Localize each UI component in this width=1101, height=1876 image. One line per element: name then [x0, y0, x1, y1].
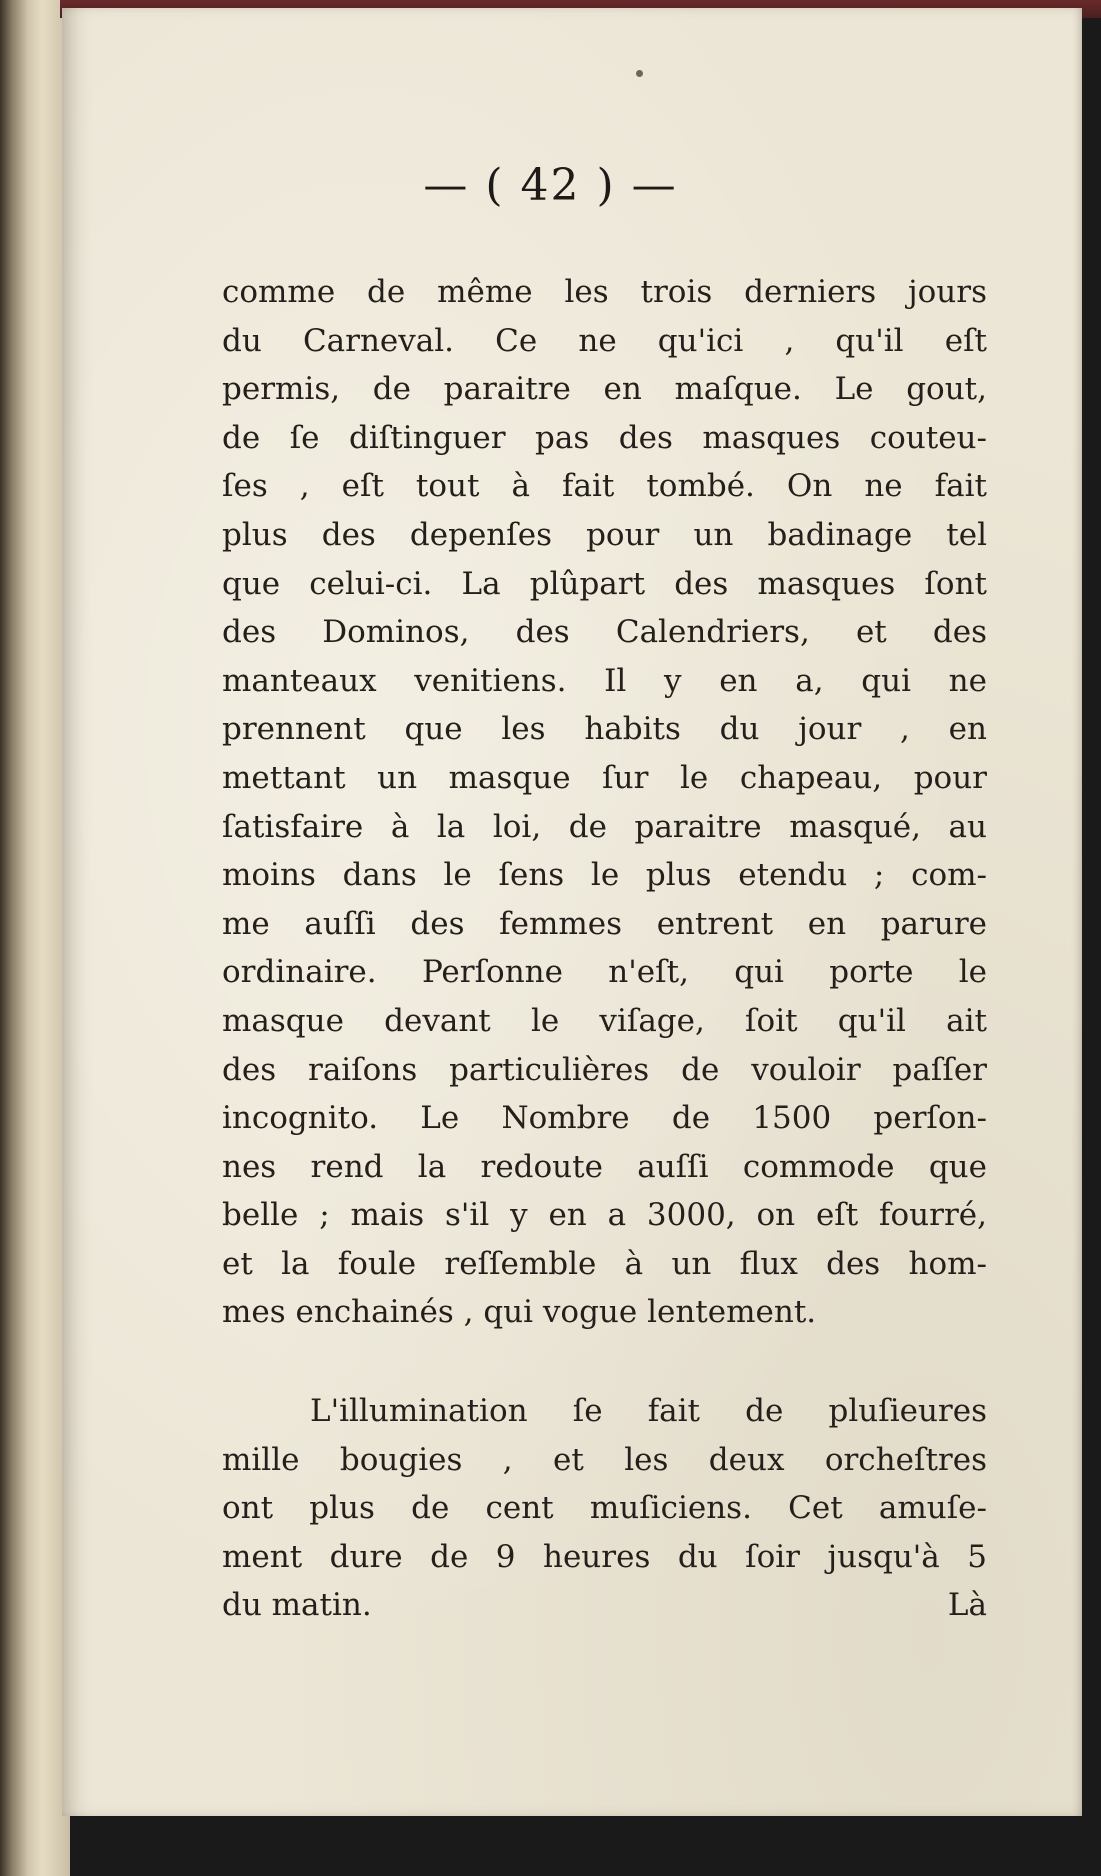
text-line: belle ; mais s'il y en a 3000, on eſt fourré,: [222, 1197, 987, 1234]
text-line-end: du matin.: [222, 1587, 372, 1624]
text-line: des raiſons particulières de vouloir paſſer: [222, 1051, 987, 1088]
page-text-block: [222, 268, 987, 1630]
text-line: ſatisfaire à la loi, de paraitre masqué, au: [222, 808, 987, 845]
text-line: nes rend la redoute auſſi commode que: [222, 1148, 987, 1185]
text-line: des Dominos, des Calendriers, et des: [222, 614, 987, 651]
text-line: ordinaire. Perſonne n'eſt, qui porte le: [222, 954, 987, 991]
text-line: moins dans le ſens le plus etendu ; com-: [222, 857, 987, 894]
ink-speck: [636, 70, 643, 77]
paragraph-1: [222, 268, 987, 1337]
paragraph-2: [222, 1387, 987, 1630]
text-line: que celui-ci. La plûpart des masques ſont: [222, 565, 987, 602]
text-line: comme de même les trois derniers jours: [222, 274, 987, 310]
text-line: manteaux venitiens. Il y en a, qui ne: [222, 662, 987, 699]
text-line: masque devant le viſage, ſoit qu'il ait: [222, 1002, 987, 1039]
final-line: [222, 1581, 987, 1630]
text-line: et la foule reſſemble à un flux des hom-: [222, 1245, 987, 1282]
text-line: L'illumination ſe fait de pluſieures: [310, 1393, 987, 1430]
text-line: plus des depenſes pour un badinage tel: [222, 516, 987, 553]
text-line: mettant un masque ſur le chapeau, pour: [222, 759, 987, 796]
text-line: ſes , eſt tout à fait tombé. On ne fait: [222, 468, 987, 505]
paragraph-gap: [222, 1337, 987, 1387]
text-line: du Carneval. Ce ne qu'ici , qu'il eſt: [222, 322, 987, 359]
text-line: mille bougies , et les deux orcheſtres: [222, 1441, 987, 1478]
text-line: me auſſi des femmes entrent en parure: [222, 905, 987, 942]
text-line: permis, de paraitre en maſque. Le gout,: [222, 371, 987, 408]
text-line: ment dure de 9 heures du ſoir jusqu'à 5: [222, 1538, 987, 1575]
text-line: ont plus de cent muſiciens. Cet amuſe-: [222, 1490, 987, 1527]
text-line: incognito. Le Nombre de 1500 perſon-: [222, 1100, 987, 1137]
text-line: prennent que les habits du jour , en: [222, 711, 987, 748]
text-line: de ſe diſtinguer pas des masques couteu-: [222, 419, 987, 456]
book-fore-edge: [0, 0, 70, 1876]
catchword: Là: [947, 1587, 987, 1624]
text-line: mes enchainés , qui vogue lentement.: [222, 1294, 817, 1331]
page-number-header: — ( 42 ) —: [423, 160, 678, 211]
